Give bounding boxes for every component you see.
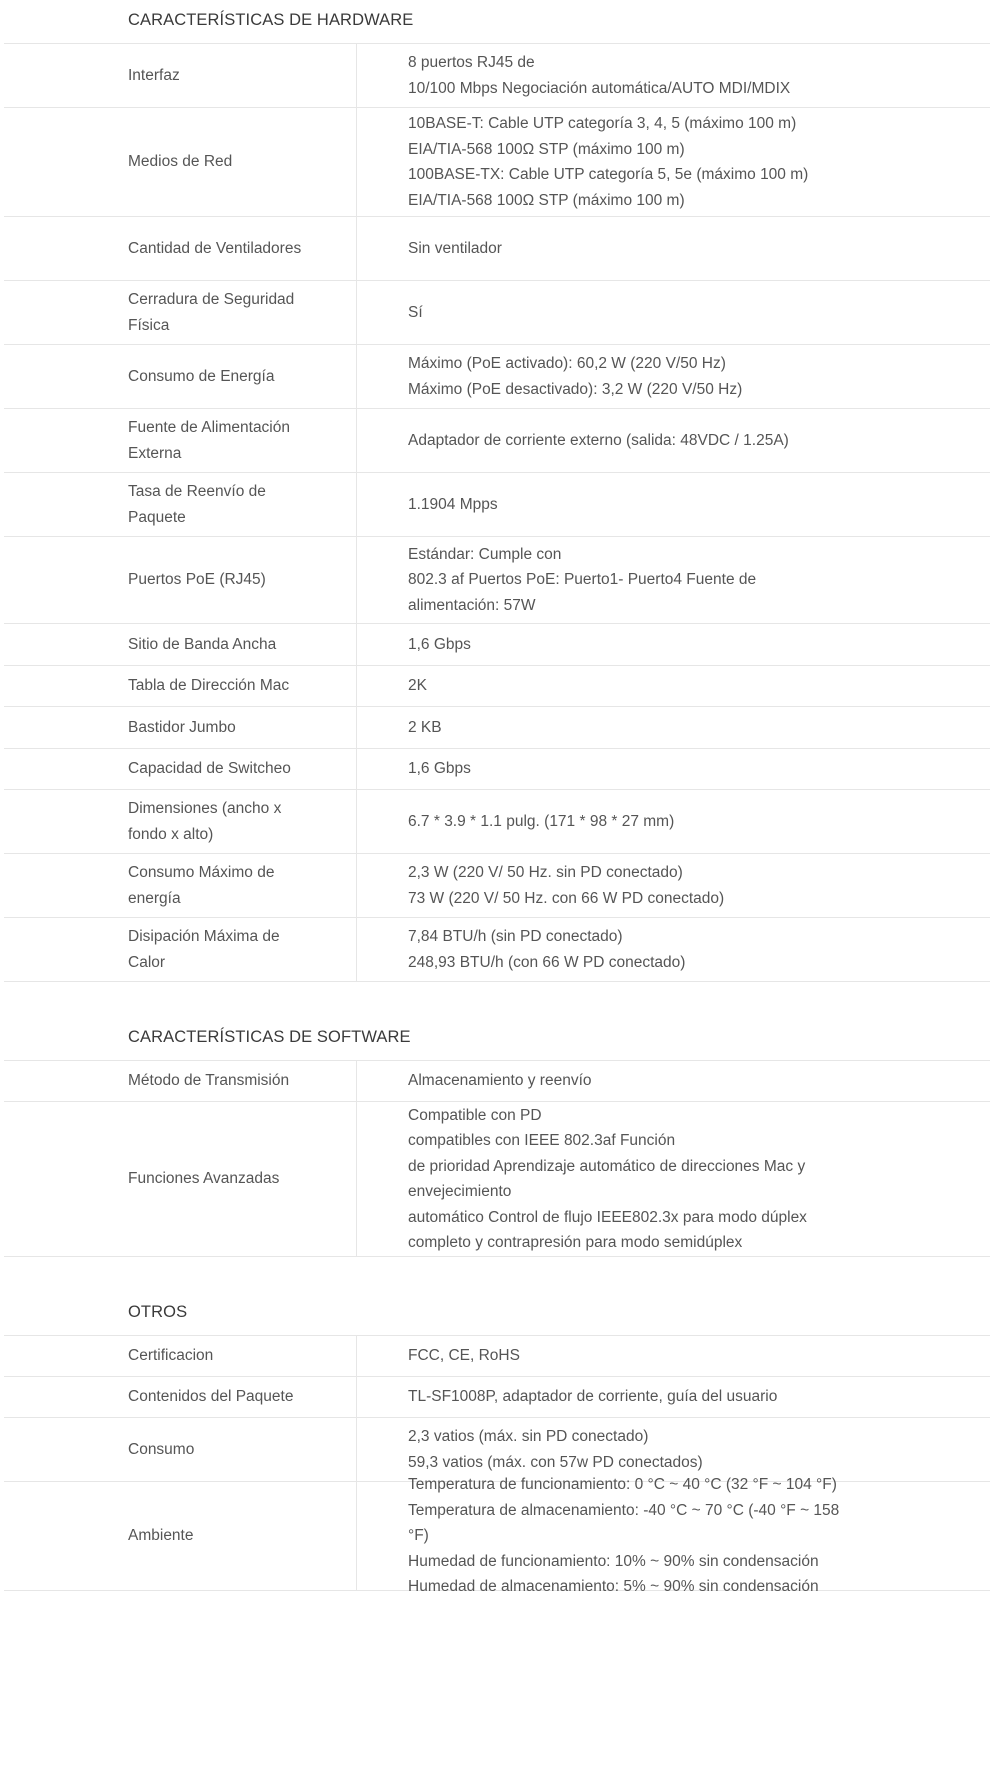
- spec-value-line: 1,6 Gbps: [408, 635, 471, 653]
- spec-label: Puertos PoE (RJ45): [4, 537, 357, 623]
- spec-value-line: Máximo (PoE activado): 60,2 W (220 V/50 Hz): [408, 355, 726, 372]
- spec-label: Consumo: [4, 1418, 357, 1481]
- spec-value-line: 802.3 af Puertos PoE: Puerto1- Puerto4 Fuente de alimentación: 57W: [408, 571, 757, 614]
- spec-row-puertos-poe-rj45: [4, 537, 990, 624]
- spec-row-dimensiones-ancho-x-fondo-x-alto: [4, 790, 990, 854]
- spec-value-line: FCC, CE, RoHS: [408, 1347, 520, 1365]
- spec-label: Tasa de Reenvío de Paquete: [4, 473, 357, 536]
- section-otros: [4, 1292, 990, 1596]
- spec-value-line: Sí: [408, 303, 423, 321]
- spec-value-line: 10/100 Mbps Negociación automática/AUTO MDI/MDIX: [408, 79, 791, 97]
- spec-row-certificacion: [4, 1336, 990, 1377]
- spec-row-tasa-de-reenvio-de-paquete: [4, 473, 990, 537]
- section-title: CARACTERÍSTICAS DE SOFTWARE: [4, 1017, 990, 1061]
- spec-value-line: 73 W (220 V/ 50 Hz. con 66 W PD conectado): [408, 889, 725, 907]
- spec-row-fuente-de-alimentacion-externa: [4, 409, 990, 473]
- spec-label: Cantidad de Ventiladores: [4, 217, 357, 280]
- spec-value-line: 100BASE-TX: Cable UTP categoría 5, 5e (máximo 100 m): [408, 166, 809, 183]
- spec-label: Disipación Máxima de Calor: [4, 918, 357, 981]
- spec-value-line: de prioridad Aprendizaje automático de direcciones Mac y envejecimiento: [408, 1157, 806, 1200]
- spec-value: [357, 409, 990, 472]
- spec-value: [357, 1377, 990, 1417]
- spec-value: [357, 854, 990, 917]
- spec-label: Capacidad de Switcheo: [4, 749, 357, 789]
- spec-row-tabla-de-direccion-mac: [4, 666, 990, 707]
- spec-value-line: 2,3 W (220 V/ 50 Hz. sin PD conectado): [408, 864, 683, 881]
- spec-value: [357, 537, 990, 623]
- spec-row-medios-de-red: [4, 108, 990, 217]
- spec-value: [357, 108, 990, 216]
- spec-row-capacidad-de-switcheo: [4, 749, 990, 790]
- spec-label: Fuente de Alimentación Externa: [4, 409, 357, 472]
- spec-label: Ambiente: [4, 1482, 357, 1590]
- spec-value-line: EIA/TIA-568 100Ω STP (máximo 100 m): [408, 140, 685, 158]
- section-gap: [0, 1257, 990, 1292]
- spec-row-interfaz: [4, 44, 990, 108]
- spec-row-consumo-de-energia: [4, 345, 990, 409]
- spec-value-line: 10BASE-T: Cable UTP categoría 3, 4, 5 (máximo 100 m): [408, 115, 797, 132]
- spec-label: Método de Transmisión: [4, 1061, 357, 1101]
- spec-row-funciones-avanzadas: [4, 1102, 990, 1257]
- spec-value: [357, 345, 990, 408]
- spec-row-bastidor-jumbo: [4, 707, 990, 749]
- spec-value: [357, 624, 990, 665]
- spec-value-line: 2 KB: [408, 718, 442, 736]
- spec-value: [357, 1061, 990, 1101]
- spec-value-line: 1,6 Gbps: [408, 760, 471, 778]
- spec-value-line: Máximo (PoE desactivado): 3,2 W (220 V/50 Hz): [408, 380, 743, 398]
- spec-value: [357, 749, 990, 789]
- spec-value-line: Humedad de funcionamiento: 10% ~ 90% sin condensación: [408, 1552, 819, 1570]
- spec-table: [4, 1061, 990, 1257]
- spec-value: [357, 666, 990, 706]
- spec-row-sitio-de-banda-ancha: [4, 624, 990, 666]
- spec-value-line: 248,93 BTU/h (con 66 W PD conectado): [408, 953, 686, 971]
- spec-row-ambiente: [4, 1476, 990, 1596]
- spec-label: Certificacion: [4, 1336, 357, 1376]
- spec-label: Consumo Máximo de energía: [4, 854, 357, 917]
- spec-value-line: 1.1904 Mpps: [408, 495, 498, 513]
- spec-value-line: 7,84 BTU/h (sin PD conectado): [408, 928, 623, 945]
- spec-value-line: Temperatura de funcionamiento: 0 °C ~ 40 °C (32 °F ~ 104 °F): [408, 1476, 837, 1494]
- spec-label: Tabla de Dirección Mac: [4, 666, 357, 706]
- section-title: CARACTERÍSTICAS DE HARDWARE: [4, 0, 990, 44]
- spec-value-line: TL-SF1008P, adaptador de corriente, guía del usuario: [408, 1388, 778, 1406]
- spec-label: Bastidor Jumbo: [4, 707, 357, 748]
- spec-value-line: automático Control de flujo IEEE802.3x para modo dúplex completo y contrapresión para modo semidúplex: [408, 1208, 807, 1251]
- spec-value: [357, 1102, 990, 1256]
- section-title: OTROS: [4, 1292, 990, 1336]
- spec-value-line: Humedad de almacenamiento: 5% ~ 90% sin condensación: [408, 1578, 819, 1596]
- spec-value: [357, 473, 990, 536]
- spec-value-line: 2,3 vatios (máx. sin PD conectado): [408, 1428, 649, 1445]
- spec-label: Consumo de Energía: [4, 345, 357, 408]
- spec-value-line: Almacenamiento y reenvío: [408, 1072, 592, 1090]
- section-caracteristicas-de-hardware: [4, 0, 990, 982]
- spec-label: Contenidos del Paquete: [4, 1377, 357, 1417]
- spec-row-cantidad-de-ventiladores: [4, 217, 990, 281]
- spec-value: [357, 217, 990, 280]
- spec-label: Interfaz: [4, 44, 357, 107]
- spec-value-line: Estándar: Cumple con: [408, 545, 562, 563]
- spec-label: Funciones Avanzadas: [4, 1102, 357, 1256]
- spec-row-consumo-maximo-de-energia: [4, 854, 990, 918]
- spec-value-line: Adaptador de corriente externo (salida: 48VDC / 1.25A): [408, 431, 789, 449]
- spec-row-cerradura-de-seguridad-fisica: [4, 281, 990, 345]
- spec-value-line: EIA/TIA-568 100Ω STP (máximo 100 m): [408, 191, 685, 209]
- spec-label: Sitio de Banda Ancha: [4, 624, 357, 665]
- spec-value-line: compatibles con IEEE 802.3af Función: [408, 1132, 676, 1149]
- spec-label: Cerradura de Seguridad Física: [4, 281, 357, 344]
- spec-value-line: 8 puertos RJ45 de: [408, 54, 535, 71]
- spec-row-metodo-de-transmision: [4, 1061, 990, 1102]
- spec-row-disipacion-maxima-de-calor: [4, 918, 990, 982]
- spec-value: [357, 918, 990, 981]
- spec-value: [357, 1336, 990, 1376]
- spec-table: [4, 1336, 990, 1596]
- spec-value: [357, 707, 990, 748]
- spec-label: Medios de Red: [4, 108, 357, 216]
- spec-value-line: 2K: [408, 677, 427, 695]
- spec-value: [357, 281, 990, 344]
- spec-value: [357, 44, 990, 107]
- spec-row-contenidos-del-paquete: [4, 1377, 990, 1418]
- spec-value: [357, 1476, 990, 1596]
- section-gap: [0, 982, 990, 1017]
- spec-label: Dimensiones (ancho x fondo x alto): [4, 790, 357, 853]
- spec-value-line: 59,3 vatios (máx. con 57w PD conectados): [408, 1453, 703, 1471]
- spec-value-line: Sin ventilador: [408, 239, 502, 257]
- spec-table: [4, 44, 990, 982]
- spec-value-line: 6.7 * 3.9 * 1.1 pulg. (171 * 98 * 27 mm): [408, 812, 675, 830]
- section-caracteristicas-de-software: [4, 1017, 990, 1257]
- spec-value-line: Temperatura de almacenamiento: -40 °C ~ 70 °C (-40 °F ~ 158 °F): [408, 1501, 840, 1545]
- spec-value-line: Compatible con PD: [408, 1106, 542, 1124]
- spec-value: [357, 790, 990, 853]
